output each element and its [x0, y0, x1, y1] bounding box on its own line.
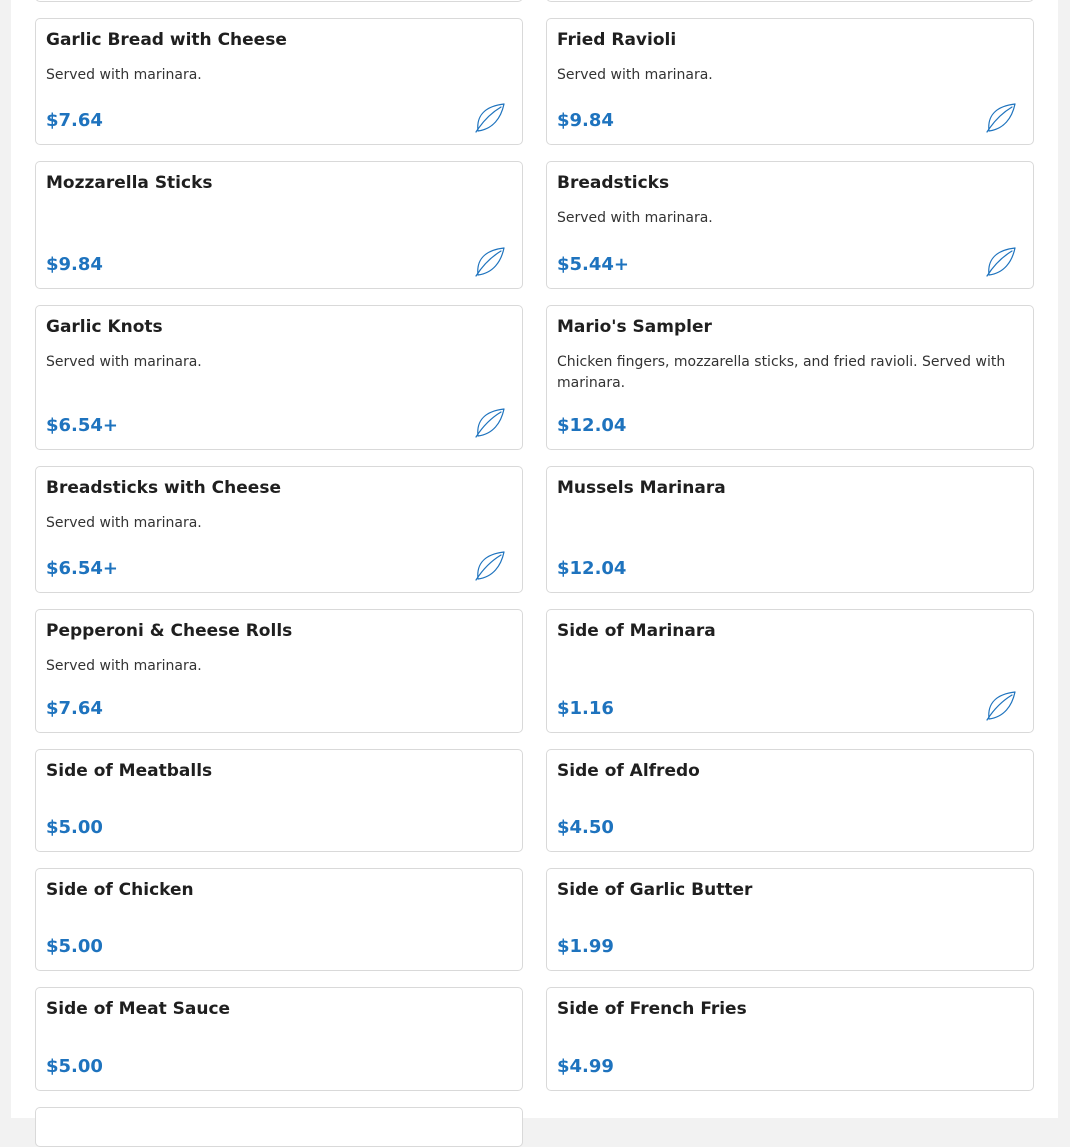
menu-item-description: Served with marinara. — [46, 67, 202, 83]
vegetarian-leaf-icon — [474, 408, 506, 438]
vegetarian-leaf-icon — [474, 551, 506, 581]
menu-item-description: Served with marinara. — [557, 210, 713, 226]
menu-item-name: Fried Ravioli — [557, 30, 677, 50]
menu-item-card[interactable] — [35, 749, 523, 852]
vegetarian-leaf-icon — [985, 691, 1017, 721]
menu-item-card[interactable] — [546, 305, 1034, 450]
menu-item-description: Served with marinara. — [557, 67, 713, 83]
menu-item-card[interactable] — [546, 609, 1034, 733]
menu-item-description: Chicken fingers, mozzarella sticks, and fried ravioli. Served with marinara. — [557, 354, 1006, 391]
menu-item-name: Side of French Fries — [557, 999, 747, 1019]
menu-item-card[interactable] — [546, 868, 1034, 971]
menu-item-card[interactable] — [35, 305, 523, 450]
menu-item-card-partial[interactable] — [546, 0, 1034, 2]
menu-item-card[interactable] — [546, 18, 1034, 145]
menu-item-name: Pepperoni & Cheese Rolls — [46, 621, 293, 641]
menu-item-price: $5.00 — [46, 1056, 103, 1077]
menu-item-price: $4.99 — [557, 1056, 614, 1077]
menu-item-name: Mario's Sampler — [557, 317, 712, 337]
menu-item-price: $12.04 — [557, 415, 627, 436]
vegetarian-leaf-icon — [985, 247, 1017, 277]
menu-item-card[interactable] — [35, 466, 523, 593]
menu-item-card[interactable] — [546, 466, 1034, 593]
menu-item-name: Side of Meat Sauce — [46, 999, 231, 1019]
menu-item-description: Served with marinara. — [46, 658, 202, 674]
menu-item-price: $7.64 — [46, 110, 103, 131]
menu-item-name: Breadsticks — [557, 173, 670, 193]
menu-item-price: $9.84 — [46, 254, 103, 275]
menu-item-price: $5.44+ — [557, 254, 630, 275]
menu-item-name: Mozzarella Sticks — [46, 173, 213, 193]
menu-item-card[interactable] — [546, 161, 1034, 289]
menu-item-name: Mussels Marinara — [557, 478, 726, 498]
menu-item-card[interactable] — [546, 749, 1034, 852]
menu-item-description: Served with marinara. — [46, 354, 202, 370]
menu-item-price: $4.50 — [557, 817, 614, 838]
menu-item-name: Side of Meatballs — [46, 761, 213, 781]
menu-item-name: Side of Marinara — [557, 621, 716, 641]
menu-item-card[interactable] — [35, 18, 523, 145]
menu-item-price: $1.99 — [557, 936, 614, 957]
menu-item-price: $9.84 — [557, 110, 614, 131]
menu-item-card[interactable] — [35, 609, 523, 733]
vegetarian-leaf-icon — [474, 247, 506, 277]
menu-item-card-partial[interactable] — [35, 0, 523, 2]
menu-item-name: Side of Alfredo — [557, 761, 700, 781]
menu-item-description: Served with marinara. — [46, 515, 202, 531]
vegetarian-leaf-icon — [474, 103, 506, 133]
menu-item-price: $6.54+ — [46, 558, 119, 579]
menu-item-card[interactable] — [546, 987, 1034, 1091]
menu-item-price: $5.00 — [46, 936, 103, 957]
menu-item-price: $5.00 — [46, 817, 103, 838]
menu-item-price: $7.64 — [46, 698, 103, 719]
menu-item-card[interactable] — [35, 987, 523, 1091]
menu-page — [11, 0, 1058, 1118]
menu-item-name: Garlic Knots — [46, 317, 163, 337]
menu-item-name: Breadsticks with Cheese — [46, 478, 281, 498]
menu-item-card-partial[interactable] — [35, 1107, 523, 1147]
menu-item-price: $1.16 — [557, 698, 614, 719]
menu-item-card[interactable] — [35, 161, 523, 289]
menu-item-price: $12.04 — [557, 558, 627, 579]
menu-item-name: Garlic Bread with Cheese — [46, 30, 287, 50]
menu-item-name: Side of Chicken — [46, 880, 194, 900]
menu-item-price: $6.54+ — [46, 415, 119, 436]
vegetarian-leaf-icon — [985, 103, 1017, 133]
menu-item-name: Side of Garlic Butter — [557, 880, 753, 900]
menu-item-card[interactable] — [35, 868, 523, 971]
